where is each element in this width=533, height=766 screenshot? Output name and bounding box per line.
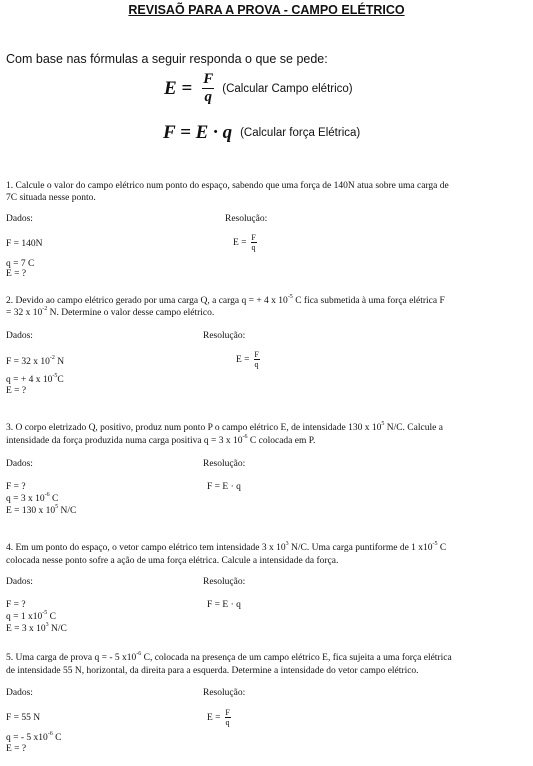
q4-line2: colocada nesse ponto sofre a ação de uma força elétrica. Calcule a intensidade da força.	[6, 556, 339, 566]
q4-line1: 4. Em um ponto do espaço, o vetor campo elétrico tem intensidade 3 x $10^3$ N/C. Uma carga puntiforme de 1 $x10^{-5}$ C	[6, 541, 447, 553]
q4-dados-label: Dados:	[6, 577, 33, 587]
page-title: REVISAÕ PARA A PROVA - CAMPO ELÉTRICO	[128, 3, 405, 17]
q2-res-lhs: E =	[236, 355, 250, 365]
q4-resolucao-label: Resolução:	[203, 577, 246, 587]
q2-resolution	[236, 351, 260, 369]
q4-resolution: F = E · q	[207, 600, 241, 610]
q2-res-num: F	[254, 350, 259, 359]
q5-data-charge: q = - 5 $x10^{-6}$ C	[6, 731, 62, 743]
q3-data-field: E = 130 x $10^5$ N/C	[6, 504, 77, 516]
q2-data-charge: q = + 4 x $10^{-5}C$	[6, 373, 64, 385]
formula-electric-field	[164, 72, 353, 105]
q1-line2: 7C situada nesse ponto.	[6, 193, 96, 203]
q2-data-force: F = 32 x $10^{-2}$ N	[6, 355, 65, 367]
q1-data-charge: q = 7 C	[6, 259, 35, 269]
q2-data-field: E = ?	[6, 386, 27, 396]
formula1-note: (Calcular Campo elétrico)	[222, 82, 353, 95]
q5-res-lhs: E =	[207, 713, 221, 723]
q5-dados-label: Dados:	[6, 688, 33, 698]
q1-dados-label: Dados:	[6, 214, 33, 224]
q3-resolution: F = E · q	[207, 482, 241, 492]
intro-text: Com base nas fórmulas a seguir responda o que se pede:	[6, 52, 328, 66]
q2-resolucao-label: Resolução:	[203, 331, 246, 341]
q3-line2: intensidade da força produzida numa carga positiva q = 3 x $10^{-6}$ C colocada em P.	[6, 434, 316, 446]
q3-line1: 3. O corpo eletrizado Q, positivo, produz num ponto P o campo elétrico E, de intensidade 130 x $10^5$ N/C. Calcule a	[6, 421, 443, 433]
q5-data-field: E = ?	[6, 744, 27, 754]
q5-res-num: F	[225, 708, 230, 717]
formula2-note: (Calcular força Elétrica)	[240, 127, 361, 139]
q1-res-lhs: E =	[233, 238, 247, 248]
q2-dados-label: Dados:	[6, 331, 33, 341]
q5-line1: 5. Uma carga de prova q = - 5 $x10^{-6}$ C, colocada na presença de um campo elétrico E, fica sujeita a uma força elétrica	[6, 651, 452, 663]
q1-line1: 1. Calcule o valor do campo elétrico num ponto do espaço, sabendo que uma força de 140N atua sobre uma carga de	[6, 181, 449, 191]
q5-line2: de intensidade 55 N, horizontal, da direita para a esquerda. Determine a intensidade do vetor campo elétrico.	[6, 666, 419, 676]
q2-line2: = 32 x $10^{-2}$ N. Determine o valor desse campo elétrico.	[6, 306, 215, 318]
q3-resolucao-label: Resolução:	[203, 459, 246, 469]
q1-res-den: q	[251, 243, 256, 252]
q1-resolucao-label: Resolução:	[225, 214, 268, 224]
q3-data-charge: q = 3 x $10^{-6}$ C	[6, 492, 59, 504]
q5-resolucao-label: Resolução:	[203, 688, 246, 698]
q5-resolution	[207, 709, 231, 727]
formula2-expr: F = E · q	[163, 122, 233, 143]
q1-data-field: E = ?	[6, 269, 27, 279]
formula1-num: F	[203, 71, 214, 87]
formula1-den: q	[204, 89, 212, 105]
q2-line1: 2. Devido ao campo elétrico gerado por uma carga Q, a carga q = + 4 x $10^{-5}$ C fica submetida à uma força elétrica F	[6, 294, 445, 306]
q3-data-force: F = ?	[6, 482, 26, 492]
q4-data-field: E = 3 x $10^3$ N/C	[6, 622, 67, 634]
formula-electric-force	[163, 122, 360, 144]
q1-resolution	[233, 234, 257, 252]
q5-data-force: F = 55 N	[6, 713, 41, 723]
formula1-lhs: E =	[164, 77, 193, 99]
formula1-fraction	[202, 72, 214, 105]
q4-data-force: F = ?	[6, 600, 26, 610]
q5-res-den: q	[225, 718, 230, 727]
q2-res-den: q	[254, 360, 259, 369]
q4-data-charge: q = 1 $x10^{-5}$ C	[6, 610, 56, 622]
q1-data-force: F = 140N	[6, 239, 43, 249]
q3-dados-label: Dados:	[6, 459, 33, 469]
q1-res-num: F	[251, 233, 256, 242]
